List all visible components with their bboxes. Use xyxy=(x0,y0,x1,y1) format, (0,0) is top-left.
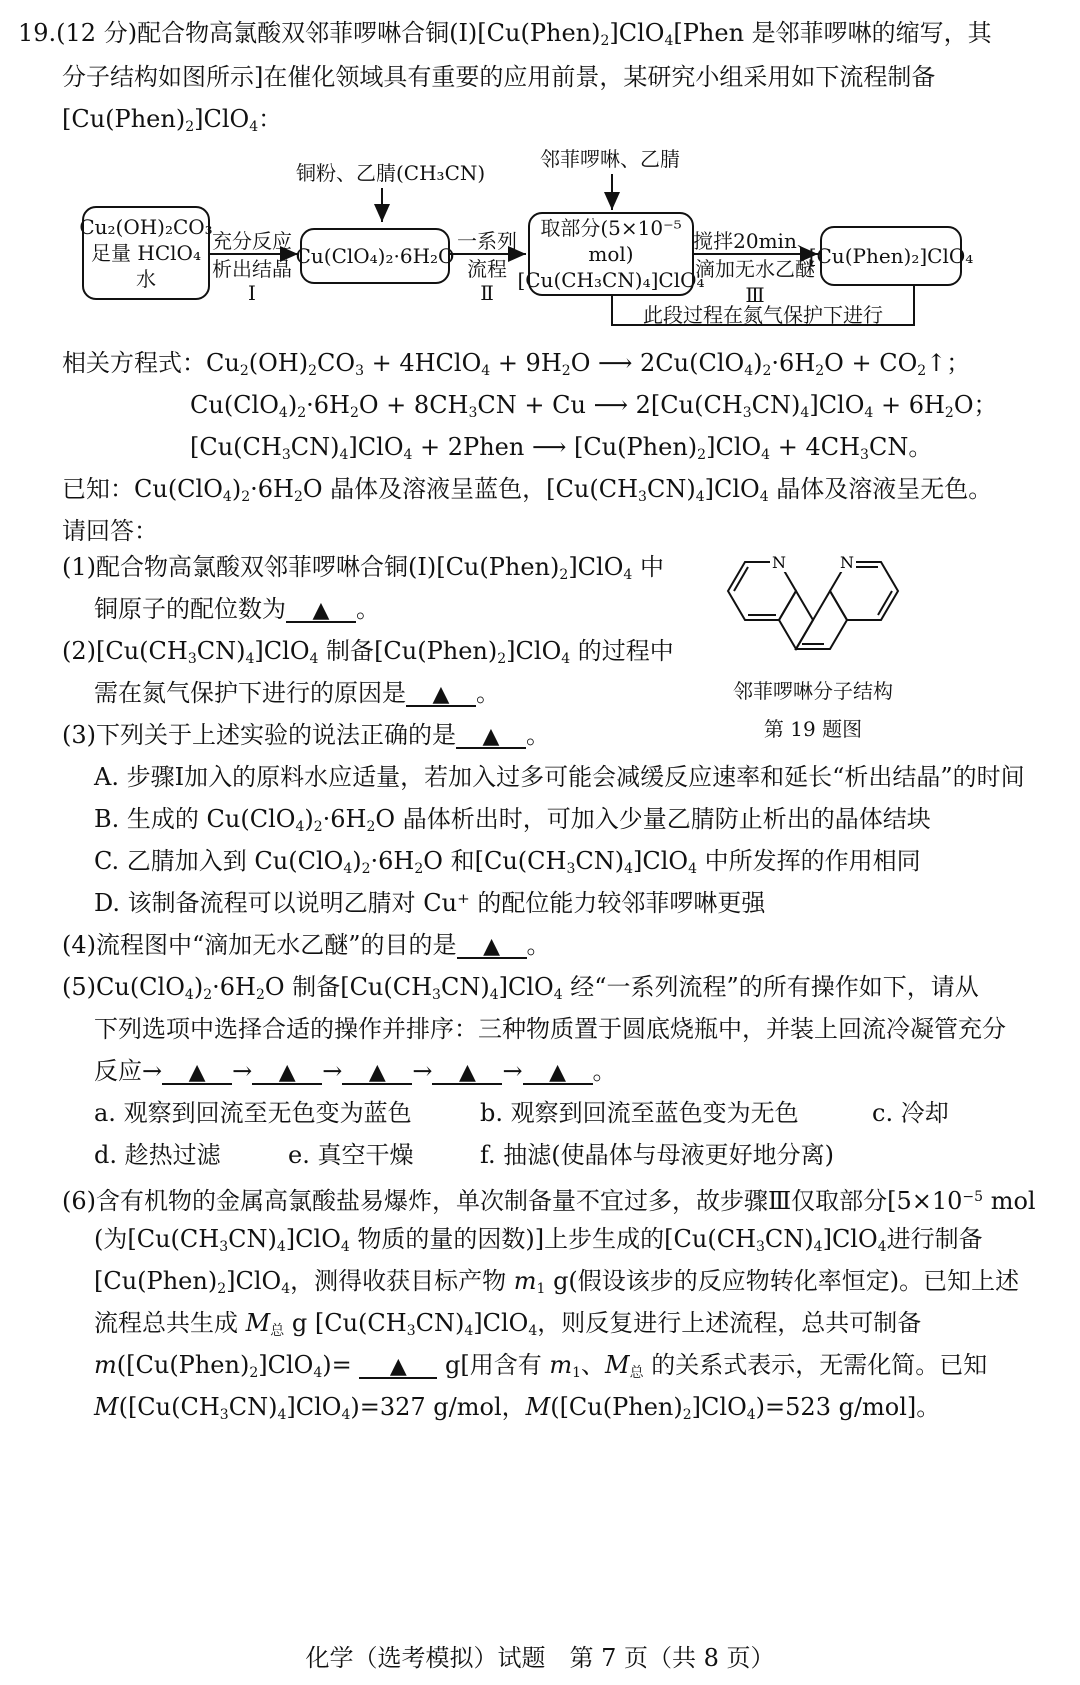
part-6-line-5: $m([Cu(Phen)_2]ClO_4)=$ ▲ g[用含有 $m_1$、$M_总$ 的关系式表示，无需化简。已知 xyxy=(94,1351,988,1381)
step3-bottom-label: 滴加无水乙醚 xyxy=(695,257,815,281)
equation-2: $Cu(ClO_4)_2\cdot 6H_2O + 8CH_3CN + Cu$ ⟶ $2[Cu(CH_3CN)_4]ClO_4 + 6H_2O$； xyxy=(190,391,998,421)
option-a: a. 观察到回流至无色变为蓝色 xyxy=(94,1099,412,1127)
part-2-line-1: $(2)[Cu(CH_3CN)_4]ClO_4$ 制备$[Cu(Phen)_2]ClO_4$ 的过程中 xyxy=(62,637,674,667)
flow-box-raw-materials: Cu₂(OH)₂CO₃ 足量 HClO₄ 水 xyxy=(82,206,210,300)
part-5-line-2: 下列选项中选择合适的操作并排序：三种物质置于圆底烧瓶中，并装上回流冷凝管充分 xyxy=(94,1015,1006,1043)
nitrogen-atom-left: N xyxy=(772,553,786,572)
sequence-blank-5[interactable]: ▲ xyxy=(523,1057,593,1085)
intro-text-2: [Phen 是邻菲啰啉的缩写，其 xyxy=(673,19,992,47)
sequence-blank-4[interactable]: ▲ xyxy=(432,1057,502,1085)
answer-blank-4[interactable]: ▲ xyxy=(457,931,527,959)
step1-number: Ⅰ xyxy=(248,281,256,305)
nitrogen-atom-right: N xyxy=(840,553,854,572)
question-score: (12 分) xyxy=(56,19,138,47)
please-answer: 请回答： xyxy=(62,517,158,545)
part-6-line-6: $M([Cu(CH_3CN)_4]ClO_4)=327$ g/mol，$M([Cu(Phen)_2]ClO_4)=523$ g/mol]。 xyxy=(94,1393,941,1423)
flow-box-copper-perchlorate: Cu(ClO₄)₂·6H₂O xyxy=(300,228,450,284)
figure-caption: 邻菲啰啉分子结构 xyxy=(733,679,893,703)
part-5-sequence: 反应→ ▲ → ▲ → ▲ → ▲ → ▲ 。 xyxy=(94,1057,617,1085)
part-6-line-3: $[Cu(Phen)_2]ClO_4$，测得收获目标产物 $m_1$ g(假设该步的反应物转化率恒定)。已知上述 xyxy=(94,1267,1020,1297)
question-header: 19.(12 分)配合物高氯酸双邻菲啰啉合铜$(Ⅰ)[Cu(Phen)_2]ClO_4[Phen$ 是邻菲啰啉的缩写，其 xyxy=(18,19,992,49)
option-f: f. 抽滤(使晶体与母液更好地分离) xyxy=(480,1141,835,1169)
step1-bottom-label: 析出结晶 xyxy=(212,257,292,281)
part-1-line-1: (1)配合物高氯酸双邻菲啰啉合铜$(Ⅰ)[Cu(Phen)_2]ClO_4$ 中 xyxy=(62,553,664,583)
question-number: 19. xyxy=(18,19,57,47)
step2-number: Ⅱ xyxy=(480,281,494,305)
page-footer: 化学（选考模拟）试题 第 7 页（共 8 页） xyxy=(305,1644,775,1672)
part-6-line-2: (为$[Cu(CH_3CN)_4]ClO_4$ 物质的量的因数)]上步生成的$[Cu(CH_3CN)_4]ClO_4$进行制备 xyxy=(94,1225,983,1255)
option-e: e. 真空干燥 xyxy=(288,1141,414,1169)
answer-blank-2[interactable]: ▲ xyxy=(406,679,476,707)
intro-line-3: $[Cu(Phen)_2]ClO_4$： xyxy=(62,105,283,135)
step1-top-label: 充分反应 xyxy=(212,229,292,253)
part-5-line-1: $(5)Cu(ClO_4)_2\cdot 6H_2O$ 制备$[Cu(CH_3CN)_4]ClO_4$ 经“一系列流程”的所有操作如下，请从 xyxy=(62,973,979,1003)
answer-blank-6[interactable]: ▲ xyxy=(359,1351,437,1379)
part-6-line-1: (6)含有机物的金属高氯酸盐易爆炸，单次制备量不宜过多，故步骤Ⅲ仅取部分[$5\times 10^{-5}$ mol xyxy=(62,1187,1036,1215)
known-info: 已知：$Cu(ClO_4)_2\cdot 6H_2O$ 晶体及溶液呈蓝色，$[Cu(CH_3CN)_4]ClO_4$ 晶体及溶液呈无色。 xyxy=(62,475,993,505)
step2-top-label: 一系列 xyxy=(457,229,517,253)
option-c: c. 冷却 xyxy=(872,1099,949,1127)
equation-1: 相关方程式：$Cu_2(OH)_2CO_3$ + 4HClO$_4$ + $9H_2O$ ⟶ $2Cu(ClO_4)_2\cdot 6H_2O$ + $CO_2↑$； xyxy=(62,349,971,379)
part-1-line-2: 铜原子的配位数为 ▲ 。 xyxy=(94,595,380,623)
option-B: B. 生成的 $Cu(ClO_4)_2\cdot 6H_2O$ 晶体析出时，可加入少量乙腈防止析出的晶体结块 xyxy=(94,805,931,835)
sequence-blank-2[interactable]: ▲ xyxy=(252,1057,322,1085)
sequence-blank-1[interactable]: ▲ xyxy=(162,1057,232,1085)
option-b: b. 观察到回流至蓝色变为无色 xyxy=(480,1099,799,1127)
step2-bottom-label: 流程 xyxy=(467,257,507,281)
equation-3: $[Cu(CH_3CN)_4]ClO_4$ + 2Phen ⟶ $[Cu(Phen)_2]ClO_4 + 4CH_3CN$。 xyxy=(190,433,933,463)
flow-box-product: [Cu(Phen)₂]ClO₄ xyxy=(820,226,962,286)
option-d: d. 趁热过滤 xyxy=(94,1141,221,1169)
answer-blank-1[interactable]: ▲ xyxy=(286,595,356,623)
intro-line-2: 分子结构如图所示]在催化领域具有重要的应用前景，某研究小组采用如下流程制备 xyxy=(62,63,936,91)
option-D: D. 该制备流程可以说明乙腈对 Cu⁺ 的配位能力较邻菲啰啉更强 xyxy=(94,889,766,917)
reagent-label-1: 铜粉、乙腈(CH₃CN) xyxy=(296,161,486,185)
reagent-label-2: 邻菲啰啉、乙腈 xyxy=(540,147,680,171)
option-A: A. 步骤Ⅰ加入的原料水应适量，若加入过多可能会减缓反应速率和延长“析出结晶”的时间 xyxy=(94,763,1025,791)
flow-arrows xyxy=(0,0,1080,360)
step3-top-label: 搅拌20min、 xyxy=(693,229,817,253)
part-2-line-2: 需在氮气保护下进行的原因是 ▲ 。 xyxy=(94,679,500,707)
step3-number: Ⅲ xyxy=(745,283,765,307)
part-3-question: (3)下列关于上述实验的说法正确的是 ▲ 。 xyxy=(62,721,550,749)
figure-title: 第 19 题图 xyxy=(763,717,863,741)
nitrogen-note: 此段过程在氮气保护下进行 xyxy=(643,303,883,327)
option-C: C. 乙腈加入到 $Cu(ClO_4)_2\cdot 6H_2O$ 和$[Cu(CH_3CN)_4]ClO_4$ 中所发挥的作用相同 xyxy=(94,847,921,877)
sequence-blank-3[interactable]: ▲ xyxy=(342,1057,412,1085)
answer-blank-3[interactable]: ▲ xyxy=(456,721,526,749)
part-4-question: (4)流程图中“滴加无水乙醚”的目的是 ▲ 。 xyxy=(62,931,551,959)
flow-box-acetonitrile-complex: 取部分(5×10⁻⁵ mol) [Cu(CH₃CN)₄]ClO₄ xyxy=(528,212,694,296)
intro-text: 配合物高氯酸双邻菲啰啉合铜(Ⅰ) xyxy=(137,19,478,47)
part-6-line-4: 流程总共生成 $M_总$ g $[Cu(CH_3CN)_4]ClO_4$，则反复进行上述流程，总共可制备 xyxy=(94,1309,922,1339)
phenanthroline-structure xyxy=(718,552,908,662)
